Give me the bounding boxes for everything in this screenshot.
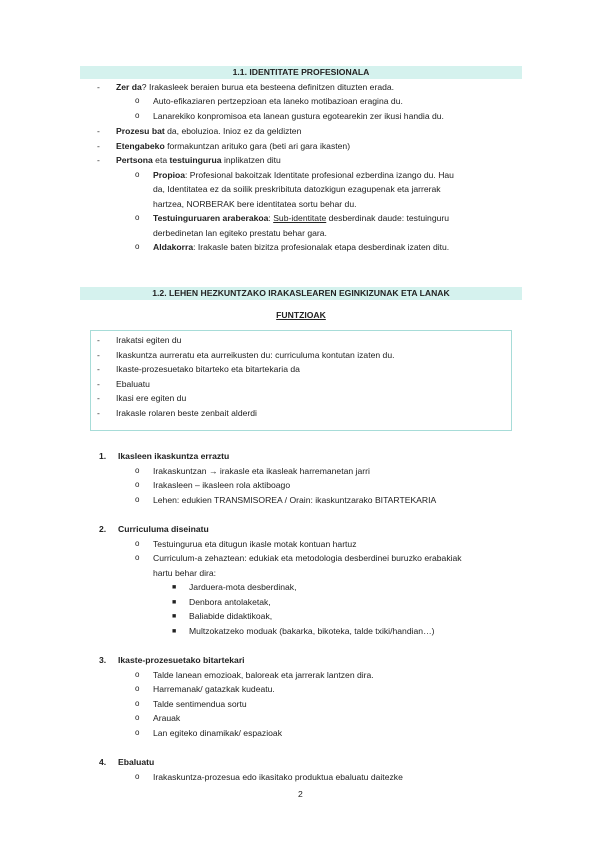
sub-list-item: Baliabide didaktikoak,	[189, 611, 273, 621]
bullet-circle: o	[135, 213, 140, 222]
list-item: Talde sentimendua sortu	[153, 699, 247, 709]
bullet-circle: o	[135, 495, 140, 504]
list-item-continuation: hartu behar dira:	[153, 568, 217, 578]
bullet-square: ■	[172, 613, 177, 620]
bullet-circle: o	[135, 96, 140, 105]
numbered-1-title: Ikasleen ikaskuntza erraztu	[118, 451, 230, 461]
bullet-circle: o	[135, 772, 140, 781]
numbered-4-num: 4.	[99, 757, 107, 767]
numbered-3-title: Ikaste-prozesuetako bitartekari	[118, 655, 245, 665]
bullet-circle: o	[135, 713, 140, 722]
testuinguruaren-line-1: Testuinguruaren araberakoa: Sub-identitate desberdinak daude: testuinguru	[153, 213, 450, 223]
sub-list-item: Multzokatzeko moduak (bakarka, bikoteka, talde txiki/handian…)	[189, 626, 435, 636]
pertsona-line: Pertsona eta testuingurua inplikatzen ditu	[116, 155, 281, 165]
list-item: Lehen: edukien TRANSMISOREA / Orain: ikaskuntzarako BITARTEKARIA	[153, 495, 437, 505]
sub-item: Auto-efikaziaren pertzepzioan eta laneko motibazioan eragina du.	[153, 96, 403, 106]
list-item: Testuingurua eta ditugun ikasle motak kontuan hartuz	[153, 539, 357, 549]
box-item: Ikaskuntza aurreratu eta aurreikusten du: curriculuma kontutan izaten du.	[116, 350, 395, 360]
bullet-circle: o	[135, 728, 140, 737]
numbered-1-num: 1.	[99, 451, 107, 461]
bullet-square: ■	[172, 628, 177, 635]
funtzioak-heading: FUNTZIOAK	[276, 310, 326, 320]
box-item: Ikaste-prozesuetako bitarteko eta bitartekaria da	[116, 364, 300, 374]
bullet-circle: o	[135, 480, 140, 489]
bullet-circle: o	[135, 539, 140, 548]
list-item: Irakaskuntza-prozesua edo ikasitako produktua ebaluatu daitezke	[153, 772, 403, 782]
bullet-dash: -	[97, 82, 100, 92]
bullet-dash: -	[97, 141, 100, 151]
bullet-dash: -	[97, 408, 100, 418]
list-item: Irakasleen – ikasleen rola aktiboago	[153, 480, 291, 490]
box-item: Irakasle rolaren beste zenbait alderdi	[116, 408, 257, 418]
section-2-title: 1.2. LEHEN HEZKUNTZAKO IRAKASLEAREN EGINKIZUNAK ETA LANAK	[80, 287, 522, 300]
page-number: 2	[298, 789, 303, 799]
sub-item: Lanarekiko konpromisoa eta lanean gustura egotearekin zer ikusi handia du.	[153, 111, 444, 121]
list-item: Lan egiteko dinamikak/ espazioak	[153, 728, 282, 738]
numbered-3-num: 3.	[99, 655, 107, 665]
section-1-title: 1.1. IDENTITATE PROFESIONALA	[80, 66, 522, 79]
box-item: Ebaluatu	[116, 379, 150, 389]
testuinguruaren-line-2: derbedinetan lan egiteko prestatu behar gara.	[153, 228, 327, 238]
list-item: Curriculum-a zehaztean: edukiak eta metodologia desberdinei buruzko erabakiak	[153, 553, 462, 563]
bullet-dash: -	[97, 364, 100, 374]
bullet-dash: -	[97, 350, 100, 360]
bullet-circle: o	[135, 553, 140, 562]
numbered-2-num: 2.	[99, 524, 107, 534]
aldakorra-line: Aldakorra: Irakasle baten bizitza profesionalak etapa desberdinak izaten ditu.	[153, 242, 450, 252]
bullet-circle: o	[135, 670, 140, 679]
sub-list-item: Denbora antolaketak,	[189, 597, 271, 607]
bullet-dash: -	[97, 379, 100, 389]
bullet-circle: o	[135, 242, 140, 251]
zer-da-line: Zer da? Irakasleek beraien burua eta besteena definitzen dituzten erada.	[116, 82, 395, 92]
bullet-square: ■	[172, 599, 177, 606]
list-item: Arauak	[153, 713, 181, 723]
propioa-line-3: hartzea, NORBERAK bere identitatea sortu behar du.	[153, 199, 357, 209]
numbered-2-title: Curriculuma diseinatu	[118, 524, 209, 534]
bullet-dash: -	[97, 155, 100, 165]
bullet-dash: -	[97, 126, 100, 136]
box-item: Irakatsi egiten du	[116, 335, 182, 345]
bullet-circle: o	[135, 684, 140, 693]
numbered-4-title: Ebaluatu	[118, 757, 155, 767]
bullet-square: ■	[172, 584, 177, 591]
box-item: Ikasi ere egiten du	[116, 393, 187, 403]
list-item: Talde lanean emozioak, baloreak eta jarrerak lantzen dira.	[153, 670, 374, 680]
bullet-circle: o	[135, 111, 140, 120]
bullet-circle: o	[135, 170, 140, 179]
list-item: Irakaskuntzan → irakasle eta ikasleak harremanetan jarri	[153, 466, 370, 476]
bullet-circle: o	[135, 466, 140, 475]
bullet-dash: -	[97, 393, 100, 403]
list-item: Harremanak/ gatazkak kudeatu.	[153, 684, 275, 694]
prozesu-line: Prozesu bat da, eboluzioa. Inioz ez da geldizten	[116, 126, 302, 136]
propioa-line-1: Propioa: Profesional bakoitzak Identitate profesional ezberdina izango du. Hau	[153, 170, 454, 180]
etengabeko-line: Etengabeko formakuntzan arituko gara (beti ari gara ikasten)	[116, 141, 351, 151]
propioa-line-2: da, Identitatea ez da soilik preskribituta datozkigun ezagupenak eta jarrerak	[153, 184, 441, 194]
bullet-circle: o	[135, 699, 140, 708]
sub-list-item: Jarduera-mota desberdinak,	[189, 582, 297, 592]
bullet-dash: -	[97, 335, 100, 345]
